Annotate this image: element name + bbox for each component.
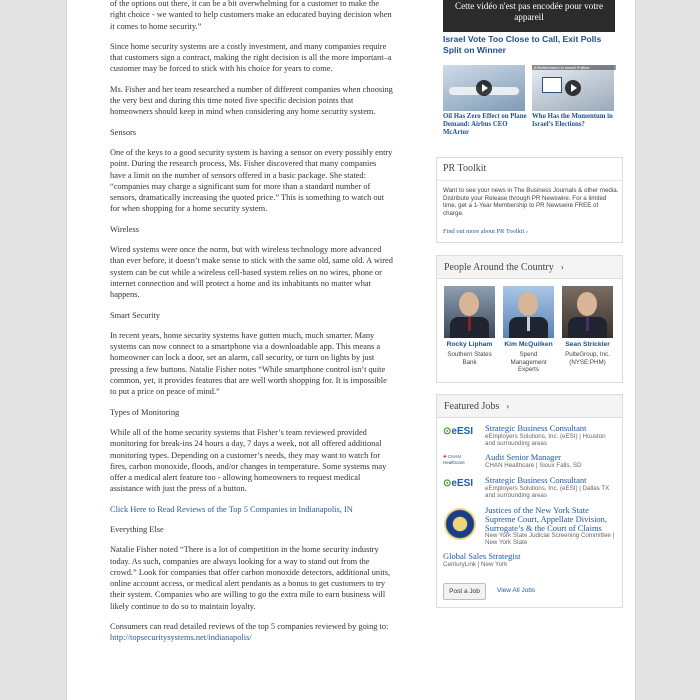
- person-org: Southern States Bank: [447, 351, 492, 366]
- jobs-header[interactable]: [437, 395, 622, 418]
- person-org: Spend Management Experts: [510, 351, 547, 374]
- section-heading: Everything Else: [110, 524, 164, 534]
- play-icon: [476, 80, 492, 96]
- person-name[interactable]: Kim McQuilken: [504, 341, 553, 348]
- article-paragraph: In recent years, home security systems have gotten much, much smarter. Many systems can now connect to a smartphone via a downloadable app. This means a homeowner can lock a door, set an alarm, call security, or turn on lights by just pressing a few buttons. Natalie Fisher notes “While smartphone control isn’t quite common, yet, it provides features that are well worth shopping for. It is impossible to put a price on peace of mind.”: [110, 330, 387, 397]
- reviews-link-paragraph: [110, 504, 393, 515]
- person-photo[interactable]: [503, 286, 554, 338]
- video-thumbnail-airbus[interactable]: [443, 65, 525, 111]
- section-heading: Smart Security: [110, 310, 161, 320]
- job-title-link[interactable]: Audit Senior Manager: [485, 452, 562, 462]
- eesi-logo: [443, 478, 479, 490]
- job-company: eEmployers Solutions, Inc. (eESI) | Houston and surrounding areas: [485, 433, 606, 447]
- section-heading: Sensors: [110, 127, 137, 137]
- eesi-logo: [443, 426, 479, 438]
- israel-flag-icon: [542, 77, 562, 93]
- tie: [527, 317, 530, 331]
- person-photo[interactable]: [562, 286, 613, 338]
- video-thumbnail-israel[interactable]: [532, 65, 614, 111]
- reviews-link[interactable]: Click Here to Read Reviews of the Top 5 Companies in Indianapolis, IN: [110, 504, 353, 514]
- thumbnail-caption: A Referendum in Israeli Politics: [532, 65, 616, 70]
- person-org: PulteGroup, Inc. (NYSE:PHM): [565, 351, 610, 366]
- article-paragraph: Ms. Fisher and her team researched a number of different companies when choosing the very best and during this time noted five specific decision points that homeowners should keep in mind when considering any home security system.: [110, 84, 393, 117]
- job-company: eEmployers Solutions, Inc. (eESI) | Dallas TX and surrounding areas: [485, 485, 610, 499]
- face: [459, 292, 479, 316]
- ny-state-seal-icon: [444, 508, 476, 540]
- article-body: [110, 0, 393, 644]
- pr-toolkit-title: PR Toolkit: [437, 158, 622, 181]
- video-title-israel[interactable]: Who Has the Momentum in Israel’s Elections?: [532, 113, 613, 128]
- job-title-link[interactable]: Strategic Business Consultant: [485, 475, 587, 485]
- consumers-text: Consumers can read detailed reviews of the top 5 companies reviewed by going to:: [110, 622, 389, 632]
- job-title-link[interactable]: Justices of the New York State Supreme Court, Appellate Division, Surrogate’s & the Court of Claims: [485, 505, 608, 533]
- logo-mark-icon: ✚: [443, 454, 447, 459]
- article-paragraph: One of the keys to a good security system is having a sensor on every possibly entry point. During the research process, Ms. Fisher discovered that many companies have a limit on the number of sensors offered in a basic package. She stated: “companies may charge a significant sum for more than a standard number of sensors, dramatically increasing the quoted price.” This is something to watch out for when shopping for a home security system.: [110, 147, 393, 214]
- topsecurity-link[interactable]: http://topsecuritysystems.net/indianapolis/: [110, 633, 252, 643]
- video-unsupported-message: Cette vidéo n'est pas encodée pour votre appareil: [454, 1, 604, 22]
- article-paragraph: of the options out there, it can be a bit overwhelming for a customer to make the right choice - we wanted to help customers make an educated buying decision when it comes to home security.”: [110, 0, 392, 31]
- article-paragraph: Wired systems were once the norm, but with wireless technology more advanced than ever before, it doesn’t make sense to stick with the same old, same old. A wired system can be cut while a wireless cell-based system relies on no wires, phone or internet connection and will protect a home and its inhabitants no matter what happens.: [110, 245, 393, 300]
- job-title-link[interactable]: Global Sales Strategist: [443, 551, 521, 561]
- logo-text: eESI: [451, 426, 474, 437]
- person-name[interactable]: Rocky Lipham: [446, 341, 493, 348]
- face: [518, 292, 538, 316]
- pr-toolkit-link-text: Find out more about PR Toolkit: [443, 228, 525, 235]
- person-photo[interactable]: [444, 286, 495, 338]
- logo-mark-icon: ⊙: [443, 478, 452, 489]
- tie: [586, 317, 589, 331]
- job-company: CHAN Healthcare | Sioux Falls, SD: [485, 462, 582, 469]
- logo-text: CHAN Healthcare: [443, 454, 465, 465]
- chan-healthcare-logo: [443, 454, 479, 466]
- pr-toolkit-link[interactable]: [443, 228, 528, 235]
- chevron-right-icon: ›: [501, 401, 510, 411]
- section-heading: Wireless: [110, 224, 139, 234]
- play-icon: [565, 80, 581, 96]
- logo-mark-icon: ⊙: [443, 426, 452, 437]
- post-job-button[interactable]: Post a Job: [443, 583, 486, 600]
- main-video-title[interactable]: Israel Vote Too Close to Call, Exit Polls Split on Winner: [443, 34, 602, 55]
- section-heading: Types of Monitoring: [110, 407, 180, 417]
- face: [577, 292, 597, 316]
- article-paragraph: Since home security systems are a costly investment, and many companies require that customers sign a contract, making the right decision is all the more important–a customer may be forced to stick with his choice for years to come.: [110, 41, 392, 74]
- jobs-title: Featured Jobs: [444, 401, 500, 412]
- logo-text: eESI: [451, 478, 474, 489]
- people-title: People Around the Country: [444, 262, 554, 273]
- video-title-airbus[interactable]: Oil Has Zero Effect on Plane Demand: Airbus CEO McArtor: [443, 113, 527, 136]
- article-paragraph: Natalie Fisher noted “There is a lot of competition in the home security industry today. As such, companies are always looking for a way to stand out from the crowd.” Look for companies that offer carbon monoxide detectors, additional units, online account access, or medical alert pendants as a bonus to get customers to try their system. Companies who are willing to go the extra mile to earn business will likely continue to do so to maintain loyalty.: [110, 545, 391, 611]
- tie: [468, 317, 471, 331]
- job-title-link[interactable]: Strategic Business Consultant: [485, 423, 587, 433]
- job-company: New York State Judicial Screening Committee | New York State: [485, 532, 615, 546]
- article-paragraph: While all of the home security systems that Fisher’s team reviewed provided monitoring for break-ins 24 hours a day, 7 days a week, not all offered additional monitoring types. Depending on a customer’s needs, they may want to watch for fires, carbon monoxide, floods, and/or changes in temperature. Some systems may offer a medical alert feature too - allowing homeowners to request medical assistance with just the press of a button.: [110, 427, 387, 494]
- job-company: CenturyLink | New York: [443, 561, 508, 568]
- chevron-right-icon: ›: [556, 262, 564, 272]
- person-name[interactable]: Sean Strickler: [565, 341, 610, 348]
- people-header[interactable]: [437, 256, 622, 279]
- chevron-right-icon: ›: [525, 228, 529, 235]
- pr-toolkit-box: [436, 157, 623, 243]
- view-all-jobs-link[interactable]: View All Jobs: [497, 587, 536, 594]
- article-paragraph: [110, 621, 393, 644]
- video-player[interactable]: [443, 0, 615, 32]
- pr-toolkit-body: Want to see your news in The Business Journals & other media. Distribute your Release through PR Newswire. For a limited time, get a 1-Year Membership to PR Newswire FREE of charge.: [443, 187, 619, 218]
